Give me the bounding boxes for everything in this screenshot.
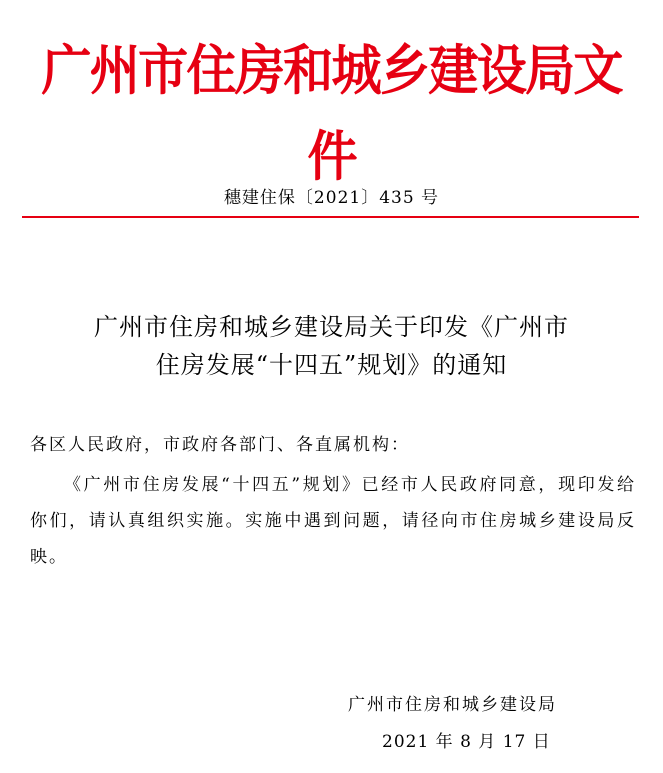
notice-title xyxy=(0,308,663,384)
red-divider-line xyxy=(22,216,639,218)
document-number: 穗建住保〔2021〕435 号 xyxy=(223,188,440,208)
notice-body: 《广州市住房发展“十四五”规划》已经市人民政府同意，现印发给你们，请认真组织实施。实施中遇到问题，请径向市住房城乡建设局反映。 xyxy=(30,475,636,567)
issue-date: 2021 年 8 月 17 日 xyxy=(382,732,551,752)
issuing-authority: 广州市住房和城乡建设局 xyxy=(348,695,557,715)
salutation: 各区人民政府，市政府各部门、各直属机构： xyxy=(30,435,410,455)
notice-title-line-1: 广州市住房和城乡建设局关于印发《广州市 xyxy=(94,313,569,341)
document-masthead: 广州市住房和城乡建设局文件 xyxy=(41,39,622,188)
notice-title-line-2: 住房发展“十四五”规划》的通知 xyxy=(155,351,508,379)
